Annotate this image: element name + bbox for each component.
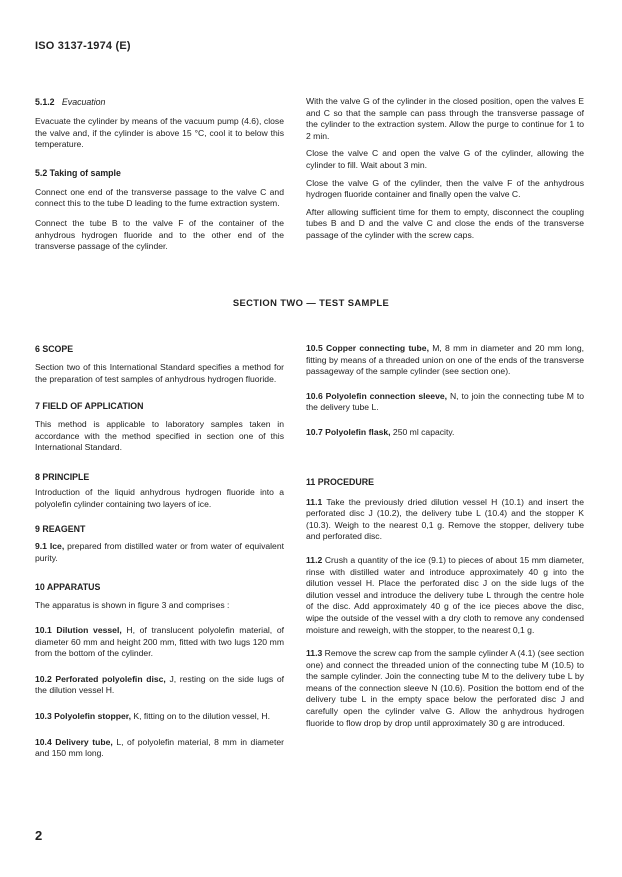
top-left-column <box>35 96 284 253</box>
section-5-1-2-title: Evacuation <box>61 97 106 107</box>
reagent-heading: 9 REAGENT <box>35 524 86 535</box>
procedure-11-1 <box>306 497 584 543</box>
apparatus-10-2 <box>35 674 284 697</box>
apparatus-10-4-label: 10.4 Delivery tube, <box>35 736 113 747</box>
apparatus-10-5-label: 10.5 Copper connecting tube, <box>306 343 429 353</box>
procedure-11-3-label: 11.3 <box>306 648 323 659</box>
apparatus-10-4 <box>35 737 284 760</box>
apparatus-10-1-text: H, of translucent polyolefin material, of diameter 60 mm and height 200 mm, fitted with two lugs 120 mm from the bottom of the cylinder. <box>35 624 284 659</box>
scope-text: Section two of this International Standard specifies a method for the preparation of test samples of anhydrous hydrogen fluoride. <box>35 362 284 384</box>
procedure-11-3-text: Remove the screw cap from the sample cylinder A (4.1) (see section one) and connect the threaded union of the connecting tube M (10.5) to the sample cylinder. Join the connecting tube M to the delivery tube L by means of the connection sleeve N (10.6). Position the bottom end of the delivery tube L in the empty space below the perforated disc J and carefully open the cylinder valve G. Allow the anhydrous hydrogen fluoride to flow drop by drop until approximately 30 g are introduced. <box>306 648 585 728</box>
apparatus-10-5-text: M, 8 mm in diameter and 20 mm long, fitting by means of a threaded union on one of the ends of the transverse passageway of the sample cylinder (see section one). <box>306 343 584 377</box>
procedure-11-1-label: 11.1 <box>306 496 323 507</box>
procedure-11-3 <box>306 648 584 729</box>
section-5-1-2-heading <box>35 96 284 108</box>
apparatus-10-6-text: N, to join the connecting tube M to the delivery tube L. <box>306 390 584 413</box>
apparatus-10-2-text: J, resting on the side lugs of the dilution vessel H. <box>35 673 284 696</box>
procedure-11-1-text: Take the previously dried dilution vessel H (10.1) and insert the perforated disc J (10.2), the delivery tube L (10.4) and the stopper K (10.3). Weigh to the nearest 0,1 g. Remove the stopper, delivery tube and perforated disc. <box>306 496 584 542</box>
page-header: ISO 3137-1974 (E) <box>35 40 131 52</box>
scope-heading: 6 SCOPE <box>35 344 74 354</box>
procedure-paragraph-3: Close the valve G of the cylinder, then the valve F of the anhydrous hydrogen fluoride container and finally open the valve C. <box>306 177 584 200</box>
bottom-left-column <box>35 343 284 760</box>
apparatus-10-6 <box>306 391 584 414</box>
field-of-application-text: This method is applicable to laboratory samples taken in accordance with the method specified in section one of this International Standard. <box>35 419 284 453</box>
section-5-2-paragraph-1: Connect one end of the transverse passage to the valve C and connect this to the tube D leading to the fume extraction system. <box>35 186 284 209</box>
apparatus-10-7 <box>306 427 584 439</box>
procedure-paragraph-4: After allowing sufficient time for them to empty, disconnect the coupling tubes B and D and the valve C and close the ends of the transverse passage of the cylinder with the screw caps. <box>306 206 584 240</box>
procedure-paragraph-2: Close the valve C and open the valve G of the cylinder, allowing the cylinder to fill. Wait about 3 min. <box>306 148 584 170</box>
principle-text: Introduction of the liquid anhydrous hydrogen fluoride into a polyolefin cylinder containing two layers of ice. <box>35 486 284 509</box>
section-5-2-paragraph-2: Connect the tube B to the valve F of the container of the anhydrous hydrogen fluoride and to the other end of the transverse passage of the cylinder. <box>35 217 284 252</box>
procedure-11-2 <box>306 555 584 636</box>
procedure-paragraph-1: With the valve G of the cylinder in the closed position, open the valves E and C so that the sample can pass through the transverse passage of the cylinder to the extraction system. Allow the purge to continue for 1 to 2 min. <box>306 96 584 141</box>
top-right-column <box>306 96 584 242</box>
principle-heading: 8 PRINCIPLE <box>35 471 90 482</box>
apparatus-10-3-text: K, fitting on to the dilution vessel, H. <box>131 710 271 721</box>
bottom-right-column <box>306 343 584 729</box>
apparatus-10-1-label: 10.1 Dilution vessel, <box>35 624 122 635</box>
reagent-9-1 <box>35 541 284 564</box>
section-5-1-2-number: 5.1.2 <box>35 97 55 107</box>
apparatus-10-6-label: 10.6 Polyolefin connection sleeve, <box>306 390 448 401</box>
apparatus-10-7-text: 250 ml capacity. <box>390 426 455 437</box>
reagent-9-1-label: 9.1 Ice, <box>35 541 65 552</box>
section-5-2-heading: 5.2 Taking of sample <box>35 167 121 178</box>
procedure-heading: 11 PROCEDURE <box>306 476 374 487</box>
procedure-11-2-text: Crush a quantity of the ice (9.1) to pieces of about 15 mm diameter, rinse with distilled water and introduce approximately 40 g into the dilution vessel H. Place the perforated disc J on the side lugs of the dilution vessel and introduce the delivery tube L through the centre hole of the disc. Add approximately 40 g of the ice pieces above the disc, wipe the outside of the vessel with a dry cloth to remove any condensed moisture and reweigh, with the stopper, to the nearest 0,1 g. <box>306 554 584 635</box>
apparatus-10-3 <box>35 711 284 723</box>
page-number: 2 <box>35 828 43 843</box>
apparatus-10-5 <box>306 343 584 378</box>
apparatus-10-1 <box>35 625 284 660</box>
apparatus-heading: 10 APPARATUS <box>35 582 101 593</box>
apparatus-10-2-label: 10.2 Perforated polyolefin disc, <box>35 673 166 684</box>
apparatus-10-3-label: 10.3 Polyolefin stopper, <box>35 710 131 721</box>
procedure-11-2-label: 11.2 <box>306 554 323 565</box>
apparatus-10-4-text: L, of polyolefin material, 8 mm in diameter and 150 mm long. <box>35 736 284 759</box>
apparatus-10-7-label: 10.7 Polyolefin flask, <box>306 426 391 437</box>
apparatus-intro: The apparatus is shown in figure 3 and comprises : <box>35 600 230 611</box>
section-5-1-2-text: Evacuate the cylinder by means of the vacuum pump (4.6), close the valve and, if the cylinder is above 15 °C, cool it to below this temperature. <box>35 116 284 150</box>
section-title: SECTION TWO — TEST SAMPLE <box>232 297 390 308</box>
field-of-application-heading: 7 FIELD OF APPLICATION <box>35 401 144 412</box>
reagent-9-1-text: prepared from distilled water or from water of equivalent purity. <box>35 541 284 563</box>
